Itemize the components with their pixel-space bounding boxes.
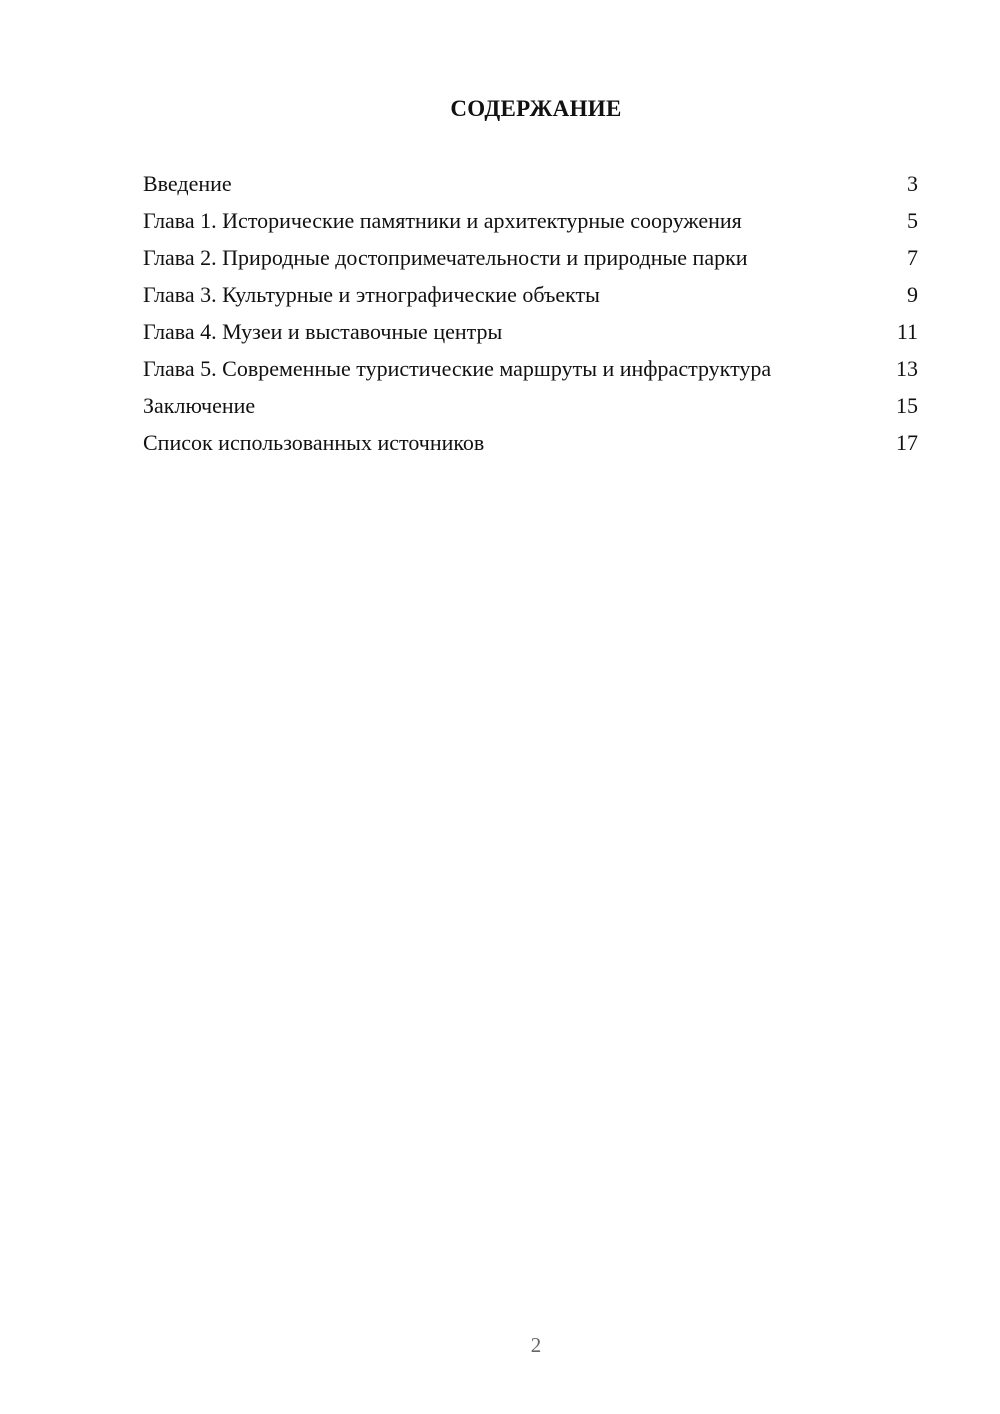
toc-entry-conclusion bbox=[143, 392, 918, 419]
toc-entry-page: 3 bbox=[907, 171, 918, 196]
toc-entry-chapter-5 bbox=[143, 355, 918, 382]
toc-entry-page: 17 bbox=[896, 430, 918, 455]
toc-entry-page: 9 bbox=[907, 282, 918, 307]
toc-entry-chapter-4 bbox=[143, 318, 918, 345]
toc-entry-title: Глава 2. Природные достопримечательности и природные парки bbox=[143, 245, 748, 270]
toc-entry-chapter-2 bbox=[143, 244, 918, 271]
toc-entry-page: 13 bbox=[896, 356, 918, 381]
toc-entry-title: Глава 4. Музеи и выставочные центры bbox=[143, 319, 503, 344]
toc-entry-page: 15 bbox=[896, 393, 918, 418]
toc-entry-references bbox=[143, 429, 918, 456]
toc-entry-page: 7 bbox=[907, 245, 918, 270]
toc-entry-title: Глава 3. Культурные и этнографические объекты bbox=[143, 282, 600, 307]
toc-entry-title: Заключение bbox=[143, 393, 256, 418]
page-number: 2 bbox=[530, 1333, 542, 1357]
toc-entry-title: Введение bbox=[143, 171, 232, 196]
toc-entry-chapter-3 bbox=[143, 281, 918, 308]
toc-entry-chapter-1 bbox=[143, 207, 918, 234]
toc-entry-page: 5 bbox=[907, 208, 918, 233]
toc-entry-title: Глава 1. Исторические памятники и архитектурные сооружения bbox=[143, 208, 742, 233]
toc-entry-introduction bbox=[143, 170, 918, 197]
toc-entry-title: Глава 5. Современные туристические маршруты и инфраструктура bbox=[143, 356, 772, 381]
toc-heading: СОДЕРЖАНИЕ bbox=[450, 96, 622, 121]
table-of-contents bbox=[143, 170, 918, 466]
toc-entry-page: 11 bbox=[896, 319, 918, 344]
toc-entry-title: Список использованных источников bbox=[143, 430, 485, 455]
